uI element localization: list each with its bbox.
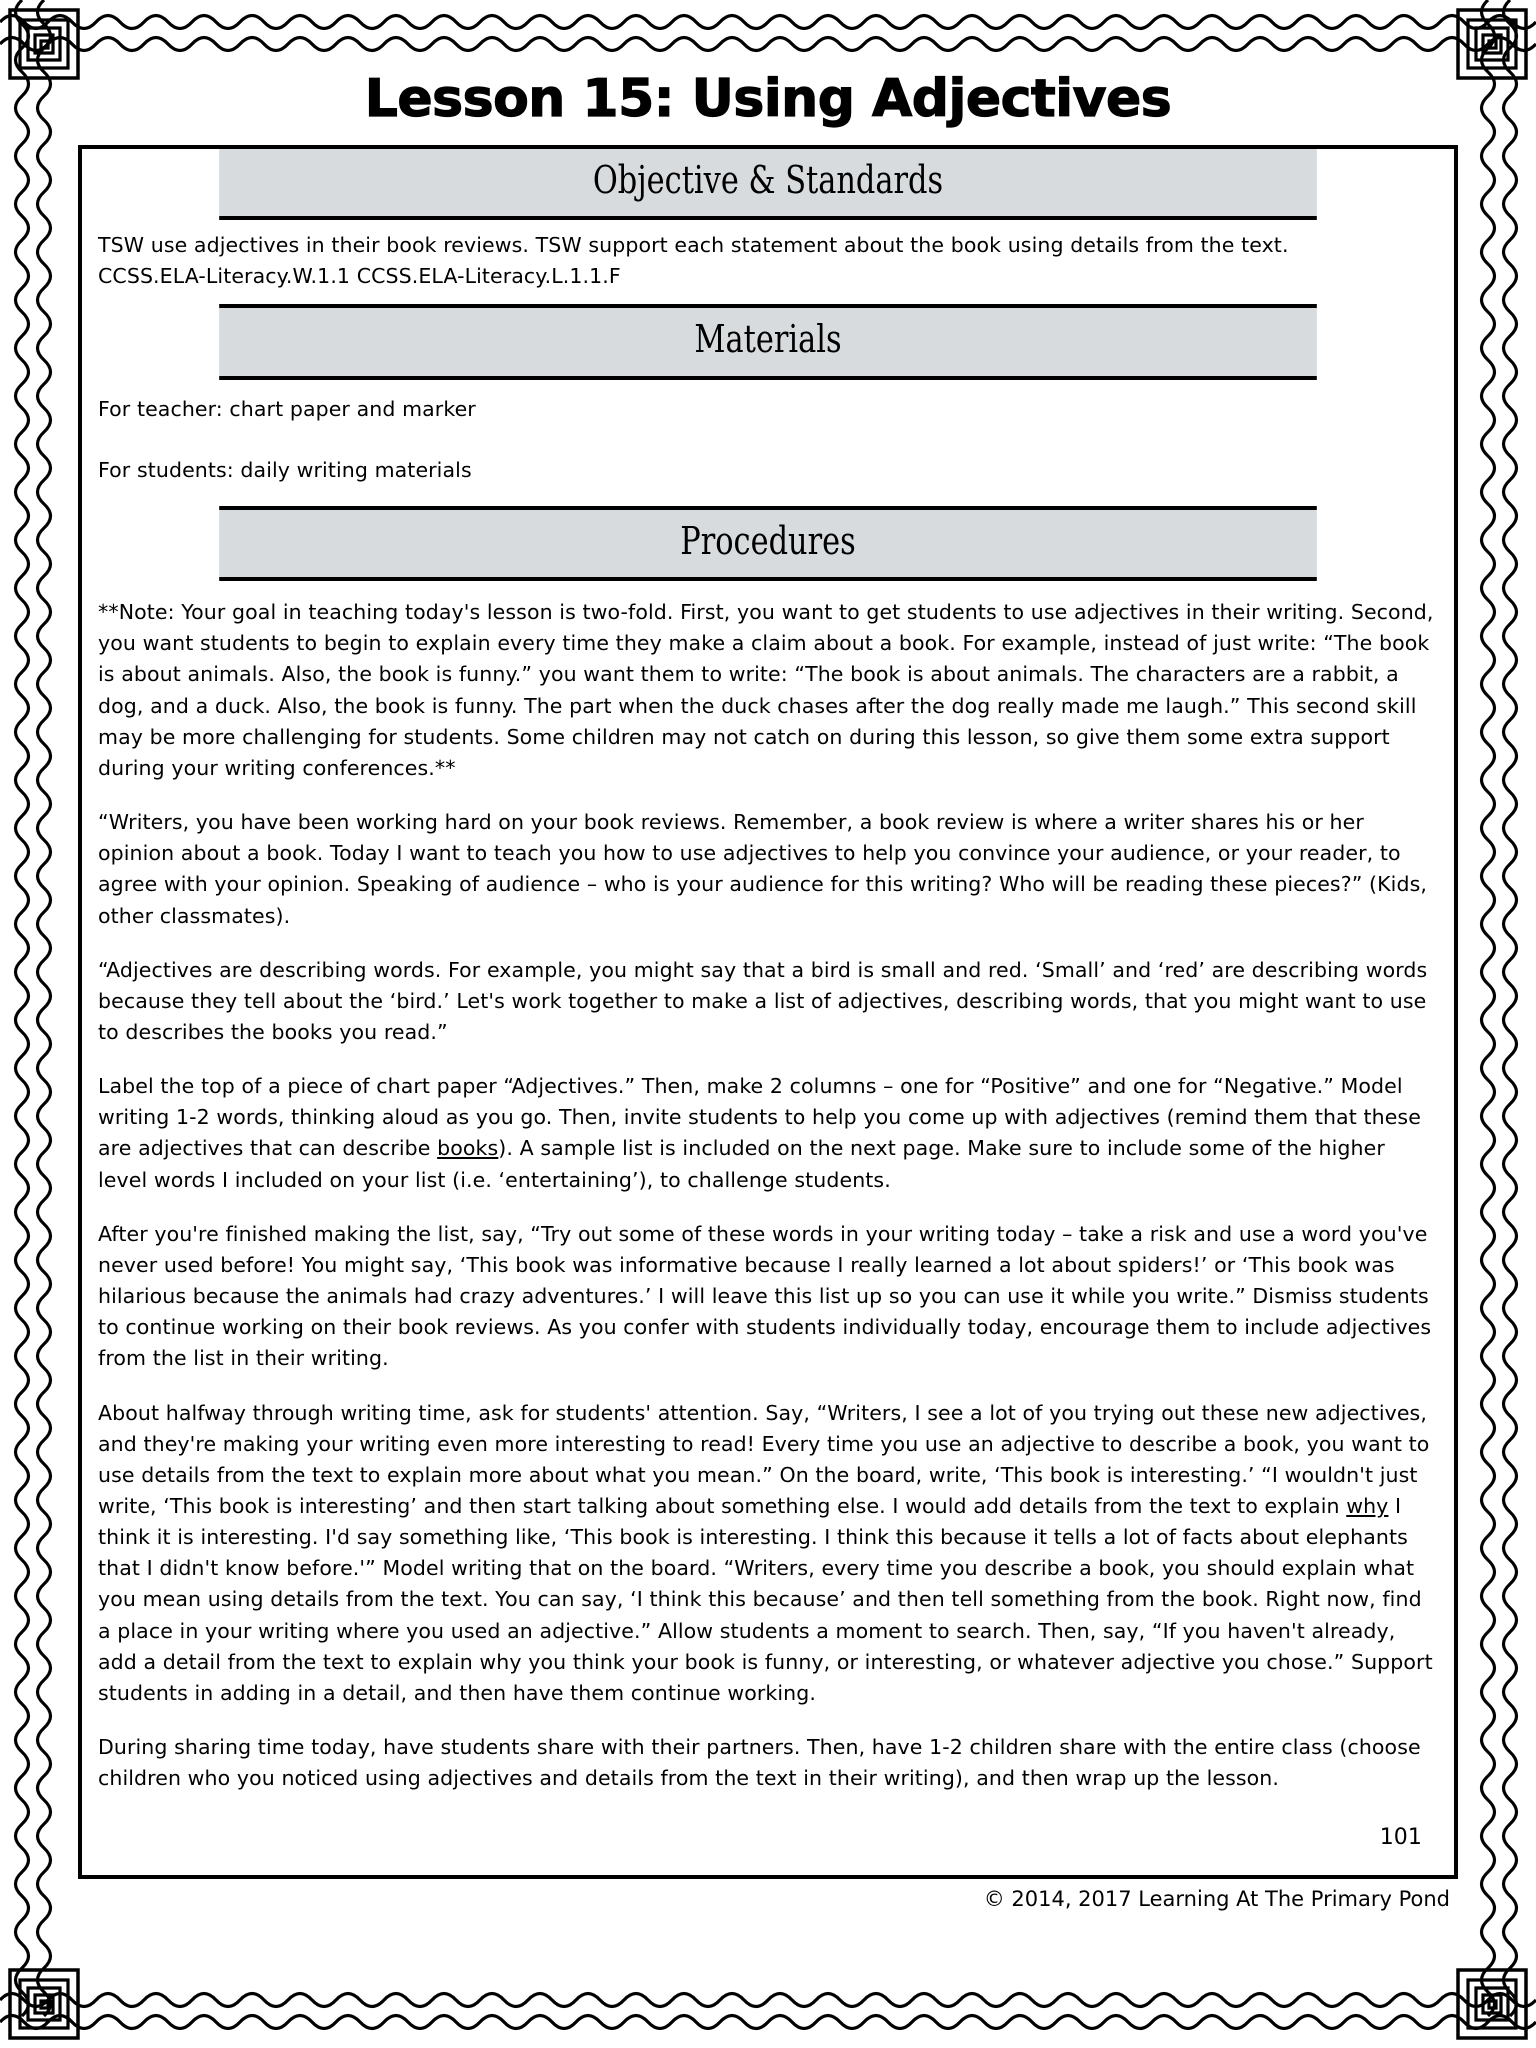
section-header-procedures: Procedures xyxy=(219,506,1317,581)
halfway-text-underline: why xyxy=(1346,1494,1389,1519)
spiral-corner-ornament-icon xyxy=(1456,1968,1528,2040)
halfway-text-post: I think it is interesting. I'd say something like, ‘This book is interesting. I think this because it tells a lot of facts about elephants that I didn't know before.'” Model writing that on the board. “Writers, every time you describe a book, you should explain what you mean using details from the text. You can say, ‘I think this because’ and then tell something from the book. Right now, find a place in your writing where you used an adjective.” Allow students a moment to search. Then, say, “If you haven't already, add a detail from the text to explain why you think your book is funny, or interesting, or whatever adjective you chose.” Support students in adding in a detail, and then have them continue working. xyxy=(98,1494,1433,1705)
materials-teacher: For teacher: chart paper and marker xyxy=(98,396,476,421)
chart-text-underline: books xyxy=(437,1136,499,1161)
procedure-paragraph-sharing: During sharing time today, have students share with their partners. Then, have 1-2 children share with the entire class (choose children who you noticed using adjectives and details from the text in their writing), and then wrap up the lesson. xyxy=(98,1735,1421,1791)
standards-text: CCSS.ELA-Literacy.W.1.1 CCSS.ELA-Literacy.L.1.1.F xyxy=(98,264,621,289)
procedure-paragraph-after-list: After you're finished making the list, say, “Try out some of these words in your writing today – take a risk and use a word you've never used before! You might say, ‘This book was informative because I really learned a lot about spiders!’ or ‘This book was hilarious because the animals had crazy adventures.’ I will leave this list up so you can use it while you write.” Dismiss students to continue working on their book reviews. As you confer with students individually today, encourage them to include adjectives from the list in their writing. xyxy=(98,1221,1432,1371)
wave-border-bottom xyxy=(0,1984,1536,2042)
chart-text-pre: Label the top of a piece of chart paper “Adjectives.” Then, make 2 columns – one for “Positive” and one for “Negative.” Model writing 1-2 words, thinking aloud as you go. Then, invite students to help you come up with adjectives (remind them that these are adjectives that can describe xyxy=(98,1074,1421,1161)
section-body-procedures xyxy=(82,581,1454,1875)
spiral-corner-ornament-icon xyxy=(1456,8,1528,80)
section-body-materials xyxy=(82,380,1454,506)
wave-border-top xyxy=(0,6,1536,64)
page-title: Lesson 15: Using Adjectives xyxy=(364,69,1172,129)
procedure-paragraph-note: **Note: Your goal in teaching today's lesson is two-fold. First, you want to get students to use adjectives in their writing. Second, you want students to begin to explain every time they make a claim about a book. For example, instead of just write: “The book is about animals. Also, the book is funny.” you want them to write: “The book is about animals. The characters are a rabbit, a dog, and a duck. Also, the book is funny. The part when the duck chases after the dog really made me laugh.” This second skill may be more challenging for students. Some children may not catch on during this lesson, so give them some extra support during your writing conferences.** xyxy=(98,600,1434,780)
procedure-paragraph-halfway xyxy=(98,1398,1438,1710)
procedure-paragraph-chart xyxy=(98,1071,1438,1196)
lesson-page xyxy=(78,58,1458,1978)
procedure-paragraph-adjectives: “Adjectives are describing words. For example, you might say that a bird is small and red. ‘Small’ and ‘red’ are describing words because they tell about the ‘bird.’ Let's work together to make a list of adjectives, describing words, that you might want to use to describes the books you read.” xyxy=(98,957,1428,1044)
section-header-objective: Objective & Standards xyxy=(219,149,1317,220)
spiral-corner-ornament-icon xyxy=(8,1968,80,2040)
halfway-text-pre: About halfway through writing time, ask for students' attention. Say, “Writers, I see a lot of you trying out these new adjectives, and they're making your writing even more interesting to read! Every time you use an adjective to describe a book, you want to use details from the text to explain more about what you mean.” On the board, write, ‘This book is interesting.’ “I wouldn't just write, ‘This book is interesting’ and then start talking about something else. I would add details from the text to explain xyxy=(98,1400,1430,1519)
page-number: 101 xyxy=(1379,1825,1422,1851)
section-body-objective xyxy=(82,220,1454,304)
materials-students: For students: daily writing materials xyxy=(98,457,472,482)
copyright-notice: © 2014, 2017 Learning At The Primary Pond xyxy=(983,1886,1450,1911)
wave-border-left xyxy=(6,0,64,2048)
procedure-paragraph-intro: “Writers, you have been working hard on your book reviews. Remember, a book review is where a writer shares his or her opinion about a book. Today I want to teach you how to use adjectives to help you convince your audience, or your reader, to agree with your opinion. Speaking of audience – who is your audience for this writing? Who will be reading these pieces?” (Kids, other classmates). xyxy=(98,810,1427,928)
chart-text-post: ). A sample list is included on the next page. Make sure to include some of the higher level words I included on your list (i.e. ‘entertaining’), to challenge students. xyxy=(98,1136,1385,1192)
section-header-materials: Materials xyxy=(219,304,1317,379)
lesson-plan-table xyxy=(78,145,1458,1879)
wave-border-right xyxy=(1472,0,1530,2048)
spiral-corner-ornament-icon xyxy=(8,8,80,80)
objective-text: TSW use adjectives in their book reviews. TSW support each statement about the book using details from the text. xyxy=(98,232,1289,257)
